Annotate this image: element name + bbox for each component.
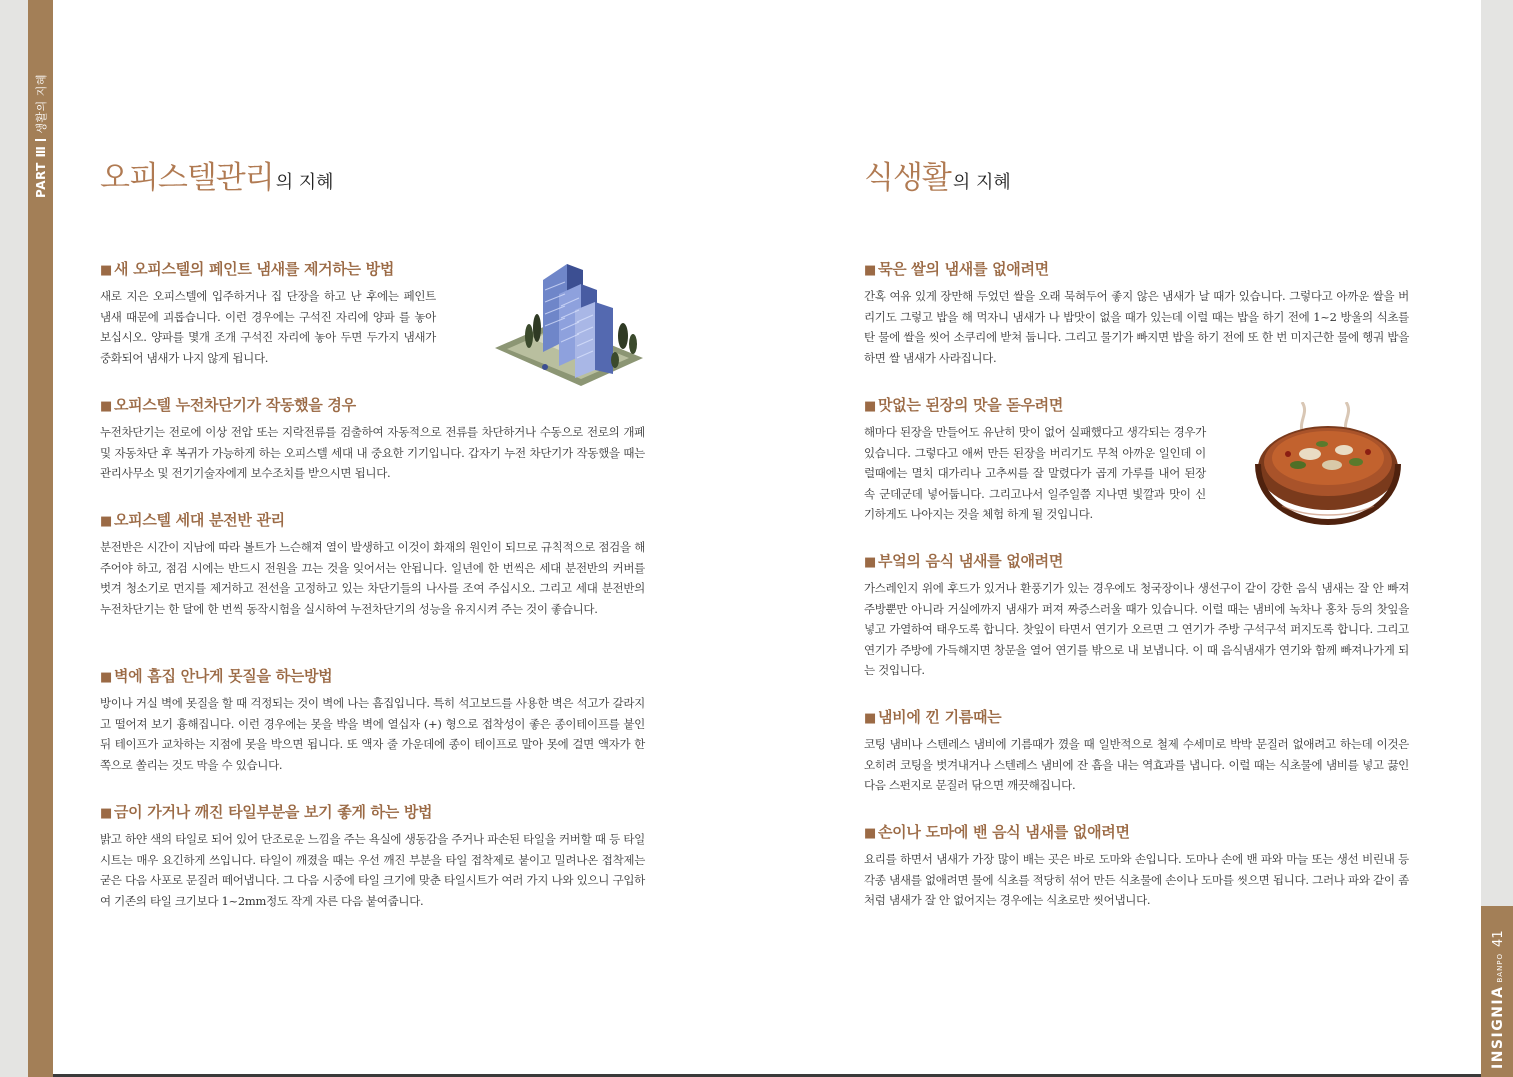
right-section-2 [864, 394, 1206, 525]
section-heading-text: 맛없는 된장의 맛을 돋우려면 [877, 396, 1064, 414]
left-section-2 [100, 394, 645, 484]
left-section-4 [100, 665, 645, 775]
bullet-square-icon: ■ [864, 555, 876, 570]
section-heading-text: 묵은 쌀의 냄새를 없애려면 [877, 260, 1049, 278]
brand-name: INSIGNIA [1490, 985, 1506, 1069]
bullet-square-icon: ■ [100, 806, 112, 821]
right-title-accent: 식생활 [864, 160, 951, 196]
left-section-3 [100, 509, 645, 619]
left-title-suffix: 의 지혜 [275, 172, 334, 193]
doenjang-stew-pot-illustration [1252, 402, 1404, 526]
section-heading [100, 258, 436, 279]
bullet-square-icon: ■ [100, 514, 112, 529]
right-page-title [864, 152, 1011, 197]
right-section-3 [864, 550, 1409, 681]
right-section-4 [864, 706, 1409, 796]
section-heading-text: 냄비에 낀 기름때는 [877, 708, 1002, 726]
bullet-square-icon: ■ [100, 263, 112, 278]
office-building-illustration [493, 260, 645, 388]
section-body: 간혹 여유 있게 장만해 두었던 쌀을 오래 묵혀두어 좋지 않은 냄새가 날 때가 있습니다. 그렇다고 아까운 쌀을 버리기도 그렇고 밥을 해 먹자니 냄새가 나 밥맛이 없을 때가 있는데 이럴 때는 밥을 하기 전에 1~2 방울의 식초를 탄 물에 쌀을 씻어 소쿠리에 받쳐 둡니다. 그리고 물기가 빠지면 밥을 하기 전에 또 한 번 미지근한 물에 헹궈 밥을 하면 쌀 냄새가 사라집니다. [864, 289, 1409, 365]
section-body: 분전반은 시간이 지남에 따라 볼트가 느슨해져 열이 발생하고 이것이 화재의 원인이 되므로 규칙적으로 점검을 해 주어야 하고, 점검 시에는 반드시 전원을 끄는 것을 잊어서는 안됩니다. 일년에 한 번씩은 세대 분전반의 커버를 벗겨 청소기로 먼지를 제거하고 전선을 고정하고 있는 차단기들의 나사를 조여 주십시오. 그리고 세대 분전반의 누전차단기는 한 달에 한 번씩 동작시험을 실시하여 누전차단기의 성능을 유지시켜 주는 것이 좋습니다. [100, 540, 645, 616]
bullet-square-icon: ■ [864, 263, 876, 278]
section-body: 코팅 냄비나 스텐레스 냄비에 기름때가 꼈을 때 일반적으로 철제 수세미로 박박 문질러 없애려고 하는데 이것은 오히려 코팅을 벗겨내거나 스텐레스 냄비에 잔 흠을 내는 역효과를 냅니다. 이럴 때는 식초물에 냄비를 넣고 끓인 다음 스펀지로 문질러 닦으면 깨끗해집니다. [864, 737, 1409, 792]
section-body: 가스레인지 위에 후드가 있거나 환풍기가 있는 경우에도 청국장이나 생선구이 같이 강한 음식 냄새는 잘 안 빠져 주방뿐만 아니라 거실에까지 냄새가 퍼져 짜증스러울 때가 있습니다. 이럴 때는 냄비에 녹차나 홍차 등의 찻잎을 넣고 가열하여 태우도록 합니다. 찻잎이 타면서 연기가 오르면 그 연기가 주방 구석구석 퍼지도록 합니다. 그리고 연기가 주방에 가득해지면 창문을 열어 연기를 밖으로 내 보냅니다. 이 때 음식냄새가 연기와 함께 빠져나가게 되는 것입니다. [864, 581, 1409, 677]
bullet-square-icon: ■ [864, 399, 876, 414]
section-body: 새로 지은 오피스텔에 입주하거나 집 단장을 하고 난 후에는 페인트 냄새 때문에 괴롭습니다. 이런 경우에는 구석진 자리에 양파 를 놓아 보십시오. 양파를 몇개 조개 구석진 자리에 놓아 두면 두가지 냄새가 중화되어 냄새가 나지 않게 됩니다. [100, 289, 436, 365]
bullet-square-icon: ■ [864, 711, 876, 726]
section-heading [864, 706, 1409, 727]
page-number: 41 [1491, 930, 1506, 947]
section-heading [864, 821, 1409, 842]
left-title-accent: 오피스텔관리 [100, 160, 274, 196]
left-section-5 [100, 801, 645, 911]
part-subtitle: 생활의 지혜 [35, 73, 48, 134]
section-body: 해마다 된장을 만들어도 유난히 맛이 없어 실패했다고 생각되는 경우가 있습니다. 그렇다고 애써 만든 된장을 버리기도 무척 아까운 일인데 이럴때에는 멸치 대가리나 고추씨를 잘 말렸다가 곱게 가루를 내어 된장 속 군데군데 넣어둡니다. 그리고나서 일주일쯤 지나면 빛깔과 맛이 신기하게도 나아지는 것을 체험 하게 될 것입니다. [864, 425, 1206, 521]
section-heading-text: 새 오피스텔의 페인트 냄새를 제거하는 방법 [113, 260, 395, 278]
section-body: 방이나 거실 벽에 못질을 할 때 걱정되는 것이 벽에 나는 흠집입니다. 특히 석고보드를 사용한 벽은 석고가 갈라지고 떨어져 보기 흉해집니다. 이런 경우에는 못을 박을 벽에 열십자 (+) 형으로 접착성이 좋은 종이테이프를 붙인 뒤 테이프가 교차하는 지점에 못을 박으면 됩니다. 또 액자 줄 가운데에 종이 테이프로 말아 못에 걸면 액자가 한쪽으로 쏠리는 것도 막을 수 있습니다. [100, 696, 645, 772]
section-heading [864, 550, 1409, 571]
section-heading-text: 부엌의 음식 냄새를 없애려면 [877, 552, 1064, 570]
section-heading [100, 509, 645, 530]
section-body: 밝고 하얀 색의 타일로 되어 있어 단조로운 느낌을 주는 욕실에 생동감을 주거나 파손된 타일을 커버할 때 등 타일시트는 매우 요긴하게 쓰입니다. 타일이 깨졌을 때는 우선 깨진 부분을 타일 접착제로 붙이고 밀려나온 접착제는 굳은 다음 사포로 문질러 떼어냅니다. 그 다음 시중에 타일 크기에 맞춘 타일시트가 여러 가지 나와 있으니 구입하여 기존의 타일 크기보다 1~2mm정도 작게 자른 다음 붙여줍니다. [100, 832, 645, 908]
section-heading-text: 오피스텔 누전차단기가 작동했을 경우 [113, 396, 356, 414]
section-body: 요리를 하면서 냄새가 가장 많이 배는 곳은 바로 도마와 손입니다. 도마나 손에 밴 파와 마늘 또는 생선 비린내 등 각종 냄새를 없애려면 물에 식초를 적당히 섞어 만든 식초물에 손이나 도마를 씻으면 됩니다. 그러나 파와 같이 좀처럼 냄새가 잘 안 없어지는 경우에는 식초로만 씻어냅니다. [864, 852, 1409, 907]
section-heading [864, 394, 1206, 415]
section-heading [100, 665, 645, 686]
right-section-1 [864, 258, 1409, 368]
part-divider [35, 139, 46, 141]
section-heading [100, 394, 645, 415]
part-number: PART Ⅲ [34, 145, 48, 198]
left-page-title [100, 152, 334, 197]
left-section-1 [100, 258, 436, 368]
footer-tab [1481, 906, 1513, 1077]
bullet-square-icon: ■ [100, 399, 112, 414]
section-body: 누전차단기는 전로에 이상 전압 또는 지락전류를 검출하여 자동적으로 전류를 차단하거나 수동으로 전로의 개폐 및 자동차단 후 복귀가 가능하게 하는 오피스텔 세대 내 중요한 기기입니다. 갑자기 누전 차단기가 작동했을 때는 관리사무소 및 전기기술자에게 보수조치를 받으시면 됩니다. [100, 425, 645, 480]
section-heading [864, 258, 1409, 279]
bullet-square-icon: ■ [864, 826, 876, 841]
section-heading-text: 벽에 흠집 안나게 못질을 하는방법 [113, 667, 333, 685]
section-heading-text: 오피스텔 세대 분전반 관리 [113, 511, 285, 529]
bullet-square-icon: ■ [100, 670, 112, 685]
footer-label [1487, 930, 1506, 1069]
part-label [33, 74, 49, 198]
right-title-suffix: 의 지혜 [952, 172, 1011, 193]
section-heading-text: 손이나 도마에 밴 음식 냄새를 없애려면 [877, 823, 1130, 841]
brand-sub: BANPO [1496, 952, 1504, 983]
right-section-5 [864, 821, 1409, 911]
section-heading-text: 금이 가거나 깨진 타일부분을 보기 좋게 하는 방법 [113, 803, 433, 821]
section-heading [100, 801, 645, 822]
